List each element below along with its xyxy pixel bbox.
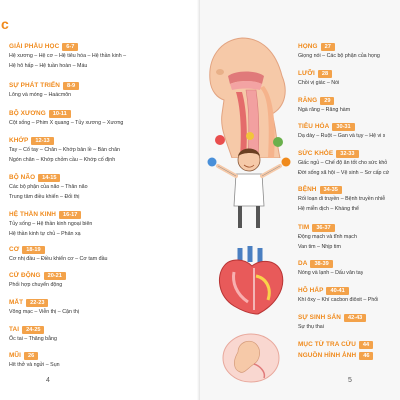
- entry-title[interactable]: NGUỒN HÌNH ẢNH: [298, 352, 357, 359]
- toc-entry-teeth[interactable]: [298, 95, 350, 116]
- entry-title[interactable]: TAI: [9, 326, 20, 333]
- entry-title[interactable]: HÔ HẤP: [298, 287, 324, 294]
- entry-subtopics: Dạ dày – Ruột – Gan và tụy – Hệ vi s: [298, 133, 386, 139]
- page-badge: 46: [359, 352, 373, 360]
- toc-entry-anatomy[interactable]: [9, 41, 126, 71]
- page-badge: 42-43: [344, 314, 366, 322]
- entry-title[interactable]: CƠ: [9, 246, 20, 253]
- entry-subtopics: Phối hợp chuyển động: [9, 282, 63, 288]
- entry-title[interactable]: BỘ XƯƠNG: [9, 110, 46, 117]
- decorative-letter: c: [1, 16, 9, 32]
- page-badge: 27: [321, 43, 335, 51]
- toc-entry-image-credits[interactable]: [298, 350, 373, 361]
- page-badge: 24-25: [22, 326, 44, 334]
- toc-entry-skeleton[interactable]: [9, 108, 123, 129]
- page-badge: 10-11: [49, 110, 71, 118]
- page-badge: 8-9: [63, 82, 79, 90]
- entry-subtopics: Giấc ngủ – Chế độ ăn tốt cho sức khỏ: [298, 160, 388, 166]
- page-badge: 38-39: [310, 260, 332, 268]
- toc-entry-joints[interactable]: [9, 135, 120, 165]
- page-badge: 6-7: [62, 43, 78, 51]
- entry-subtopics: Rối loạn di truyền – Bệnh truyền nhiễ: [298, 196, 386, 202]
- entry-title[interactable]: DA: [298, 260, 308, 267]
- toc-entry-heart[interactable]: [298, 222, 357, 252]
- toc-entry-reproduction[interactable]: [298, 312, 366, 333]
- page-badge: 12-13: [31, 137, 53, 145]
- entry-subtopics: Hít thở và ngửi – Sụn: [9, 362, 60, 368]
- entry-title[interactable]: MẮT: [9, 299, 24, 306]
- toc-entry-tongue[interactable]: [298, 68, 339, 89]
- page-badge: 20-21: [44, 272, 66, 280]
- toc-right: [200, 0, 400, 400]
- entry-subtopics: Van tim – Nhịp tim: [298, 243, 341, 250]
- toc-entry-disease[interactable]: [298, 184, 385, 214]
- page-badge: 34-35: [320, 186, 342, 194]
- toc-entry-digestion[interactable]: [298, 121, 385, 142]
- page-badge: 22-23: [26, 299, 48, 307]
- page-badge: 26: [24, 352, 38, 360]
- entry-subtopics: Ngà răng – Răng hàm: [298, 107, 351, 113]
- entry-subtopics: Hệ miễn dịch – Kháng thể: [298, 205, 359, 212]
- page-badge: 30-31: [332, 123, 354, 131]
- entry-subtopics: Chồi vị giác – Nói: [298, 80, 340, 86]
- page-badge: 29: [320, 97, 334, 105]
- entry-title[interactable]: LƯỠI: [298, 70, 315, 77]
- toc-entry-brain[interactable]: [9, 172, 88, 202]
- page-number: 5: [348, 377, 352, 384]
- entry-title[interactable]: MŨI: [9, 352, 22, 359]
- toc-entry-health[interactable]: [298, 148, 389, 178]
- page-number: 4: [46, 377, 50, 384]
- entry-subtopics: Trung tâm điều khiển – Đối thị: [9, 193, 80, 200]
- page-badge: 14-15: [38, 174, 60, 182]
- entry-title[interactable]: BỘ NÃO: [9, 174, 36, 181]
- entry-title[interactable]: TIM: [298, 224, 310, 231]
- entry-subtopics: Khí ôxy – Khí cacbon điôxit – Phổi: [298, 297, 379, 303]
- toc-entry-movement[interactable]: [9, 270, 66, 291]
- entry-subtopics: Hệ xương – Hệ cơ – Hệ tiêu hóa – Hệ thần kinh –: [9, 53, 127, 59]
- toc-entry-nervous-system[interactable]: [9, 209, 92, 239]
- entry-title[interactable]: RĂNG: [298, 97, 318, 104]
- toc-entry-throat[interactable]: [298, 41, 380, 62]
- right-page: [200, 0, 400, 400]
- toc-entry-skin[interactable]: [298, 258, 363, 279]
- entry-subtopics: Động mạch và tĩnh mạch: [298, 234, 357, 240]
- entry-title[interactable]: BỆNH: [298, 186, 317, 193]
- entry-subtopics: Cơ nhị đầu – Điều khiển cơ – Cơ tam đầu: [9, 256, 108, 262]
- entry-subtopics: Võng mạc – Viễn thị – Cận thị: [9, 309, 79, 315]
- toc-entry-nose[interactable]: [9, 350, 60, 371]
- toc-entry-muscles[interactable]: [9, 244, 107, 265]
- toc-entry-respiration[interactable]: [298, 285, 378, 306]
- entry-subtopics: Đời sống xã hội – Vệ sinh – Sơ cấp cứ: [298, 169, 390, 176]
- toc-entry-development[interactable]: [9, 80, 79, 101]
- entry-title[interactable]: KHỚP: [9, 137, 29, 144]
- entry-title[interactable]: HỆ THẦN KINH: [9, 211, 56, 218]
- toc-entry-eye[interactable]: [9, 297, 79, 318]
- page-badge: 36-37: [312, 224, 334, 232]
- toc-entry-ear[interactable]: [9, 324, 57, 345]
- entry-title[interactable]: SỰ SINH SẢN: [298, 314, 341, 321]
- entry-subtopics: Hệ thần kinh tự chủ – Phản xạ: [9, 230, 81, 237]
- entry-subtopics: Ngón chân – Khớp chỏm cầu – Khớp cố định: [9, 156, 116, 163]
- page-badge: 28: [318, 70, 332, 78]
- entry-title[interactable]: HỌNG: [298, 43, 318, 50]
- entry-subtopics: Sự thụ thai: [298, 324, 324, 330]
- page-badge: 18-19: [22, 246, 44, 254]
- entry-subtopics: Hệ hô hấp – Hệ tuần hoàn – Máu: [9, 62, 88, 69]
- toc-entry-index[interactable]: [298, 339, 373, 350]
- entry-title[interactable]: SỨC KHỎE: [298, 150, 334, 157]
- entry-title[interactable]: CỬ ĐỘNG: [9, 272, 41, 279]
- entry-subtopics: Giọng nói – Các bộ phận của họng: [298, 53, 380, 59]
- entry-title[interactable]: SỰ PHÁT TRIỂN: [9, 82, 60, 89]
- page-badge: 16-17: [59, 211, 81, 219]
- page-badge: 44: [359, 341, 373, 349]
- entry-subtopics: Nóng và lạnh – Dấu vân tay: [298, 270, 364, 276]
- entry-subtopics: Lông và móng – Haácmôn: [9, 92, 72, 98]
- entry-title[interactable]: TIÊU HÓA: [298, 123, 330, 130]
- page-badge: 32-33: [336, 150, 358, 158]
- entry-subtopics: Tay – Cổ tay – Chân – Khớp bản lề – Bàn chân: [9, 147, 120, 153]
- entry-subtopics: Tủy sống – Hệ thần kinh ngoại biên: [9, 221, 93, 227]
- page-badge: 40-41: [326, 287, 348, 295]
- entry-subtopics: Ốc tai – Thăng bằng: [9, 336, 57, 342]
- entry-title[interactable]: MỤC TỪ TRA CỨU: [298, 341, 356, 348]
- entry-subtopics: Các bộ phận của não – Thân não: [9, 184, 88, 190]
- entry-title[interactable]: GIẢI PHẪU HỌC: [9, 43, 60, 50]
- entry-subtopics: Cột sống – Phim X quang – Tủy xương – Xương: [9, 120, 124, 126]
